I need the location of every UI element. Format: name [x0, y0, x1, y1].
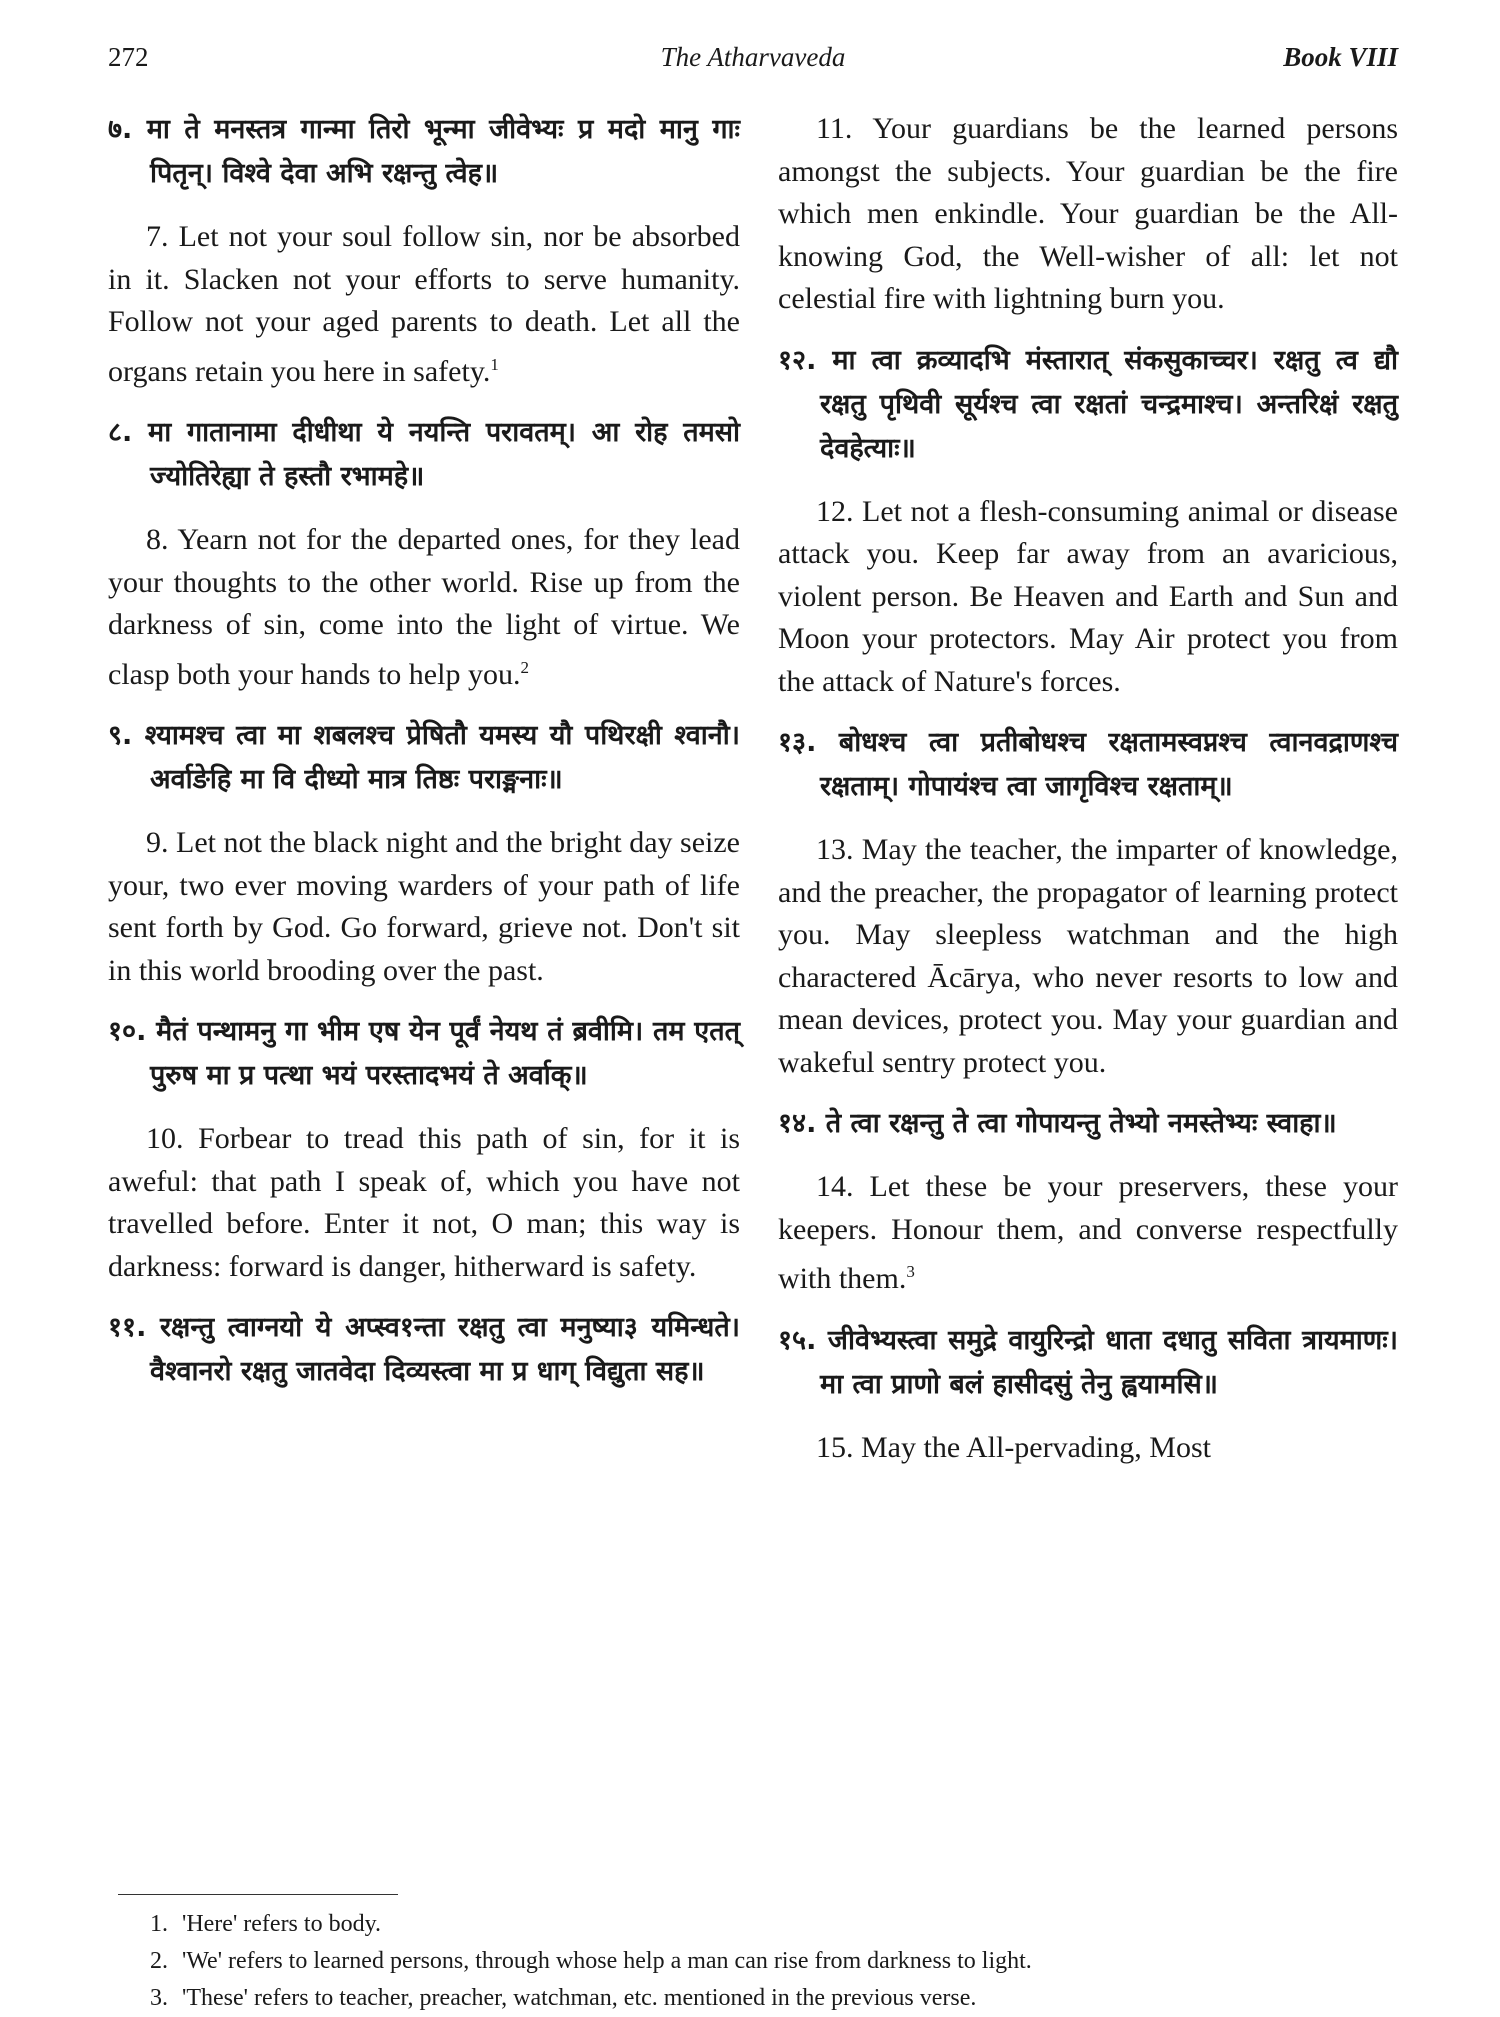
translation-11: 11. Your guardians be the learned persons amongst the subjects. Your guardian be the fire which men enkindle. Your guardian be the All-knowing God, the Well-wisher of all: let not celestial fire with lightning burn you. [778, 112, 1398, 315]
book-title: The Atharvaveda [660, 42, 846, 72]
sanskrit-verse-9: ९. श्यामश्च त्वा मा शबलश्च प्रेषितौ यमस्य यौ पथिरक्षी श्वानौ। अर्वाङेहि मा वि दीध्यो मात्र तिष्ठः पराङ्मनाः॥ [108, 720, 740, 795]
translation-9: 9. Let not the black night and the bright day seize your, two ever moving warders of your path of life sent forth by God. Go forward, grieve not. Don't sit in this world brooding over the past. [108, 826, 740, 987]
translation-13: 13. May the teacher, the imparter of knowledge, and the preacher, the propagator of learning protect you. May sleepless watchman and the high charactered Ācārya, who never resorts to low and mean devices, protect you. May your guardian and wakeful sentry protect you. [778, 833, 1398, 1079]
footnote [150, 1943, 1400, 1980]
translation-text: 8. Yearn not for the departed ones, for they lead your thoughts to the other world. Rise up from the darkness of sin, come into the light of virtue. We clasp both your hands to help you. [108, 523, 740, 691]
footnote-number: 2. [150, 1948, 168, 1974]
translation-10: 10. Forbear to tread this path of sin, for it is aweful: that path I speak of, which you have not travelled before. Enter it not, O man; this way is darkness: forward is danger, hitherward is safety. [108, 1122, 740, 1283]
translation-15: 15. May the All-pervading, Most [816, 1430, 1211, 1464]
sanskrit-verse-10: १०. मैतं पन्थामनु गा भीम एष येन पूर्वं नेयथ तं ब्रवीमि। तम एतत् पुरुष मा प्र पत्था भयं परस्तादभयं ते अर्वाक्॥ [108, 1016, 740, 1091]
translation-text: 7. Let not your soul follow sin, nor be absorbed in it. Slacken not your efforts to serve humanity. Follow not your aged parents to death. Let all the organs retain you here in safety. [108, 220, 740, 388]
footnote-text: 'We' refers to learned persons, through whose help a man can rise from darkness to light. [182, 1948, 1032, 1974]
sanskrit-verse-15: १५. जीवेभ्यस्त्वा समुद्रे वायुरिन्द्रो धाता दधातु सविता त्रायमाणः। मा त्वा प्राणो बलं हासीदसुं तेनु ह्वयामसि॥ [778, 1324, 1398, 1400]
footnote-ref: 3 [906, 1262, 915, 1281]
page-number: 272 [108, 42, 149, 72]
book-label: Book VIII [1283, 42, 1398, 72]
sanskrit-verse-12: १२. मा त्वा क्रव्यादभि मंस्तारात् संकसुकाच्चर। रक्षतु त्व द्यौ रक्षतु पृथिवी सूर्यश्च त्वा रक्षतां चन्द्रमाश्च। अन्तरिक्षं रक्षतु देवहेत्याः॥ [778, 344, 1398, 464]
footnote-number: 3. [150, 1985, 168, 2011]
footnote-ref: 1 [490, 354, 499, 374]
translation-12: 12. Let not a flesh-consuming animal or disease attack you. Keep far away from an avaricious, violent person. Be Heaven and Earth and Sun and Moon your protectors. May Air protect you from the attack of Nature's forces. [778, 494, 1398, 698]
footnote-text: 'These' refers to teacher, preacher, watchman, etc. mentioned in the previous verse. [182, 1985, 977, 2011]
running-head [108, 42, 1398, 82]
sanskrit-verse-13: १३. बोधश्च त्वा प्रतीबोधश्च रक्षतामस्वप्नश्च त्वानवद्राणश्च रक्षताम्। गोपायंश्च त्वा जागृविश्च रक्षताम्॥ [778, 727, 1398, 802]
footnote-ref: 2 [520, 657, 529, 677]
footnote [150, 1906, 1400, 1943]
translation-14 [778, 1166, 1398, 1301]
translation-text: 14. Let these be your preservers, these your keepers. Honour them, and converse respectfully with them. [778, 1170, 1398, 1295]
footnote-number: 1. [150, 1911, 168, 1937]
footnote-rule [118, 1894, 398, 1895]
right-column [778, 108, 1398, 1487]
left-column [108, 108, 740, 1414]
sanskrit-verse-14: १४. ते त्वा रक्षन्तु ते त्वा गोपायन्तु तेभ्यो नमस्तेभ्यः स्वाहा॥ [778, 1108, 1337, 1139]
sanskrit-verse-7: ७. मा ते मनस्तत्र गान्मा तिरो भून्मा जीवेभ्यः प्र मदो मानु गाः पितृन्। विश्वे देवा अभि रक्षन्तु त्वेह॥ [108, 114, 740, 189]
sanskrit-verse-11: ११. रक्षन्तु त्वाग्नयो ये अप्स्व१न्ता रक्षतु त्वा मनुष्या३ यमिन्धते। वैश्वानरो रक्षतु जातवेदा दिव्यस्त्वा मा प्र धाग् विद्युता सह॥ [108, 1312, 740, 1387]
translation-7 [108, 216, 740, 393]
footnote-text: 'Here' refers to body. [182, 1911, 382, 1937]
sanskrit-verse-8: ८. मा गातानामा दीधीथा ये नयन्ति परावतम्। आ रोह तमसो ज्योतिरेह्या ते हस्तौ रभामहे॥ [108, 417, 740, 492]
footnote [150, 1980, 1400, 2017]
translation-8 [108, 519, 740, 696]
footnotes [150, 1906, 1400, 2017]
